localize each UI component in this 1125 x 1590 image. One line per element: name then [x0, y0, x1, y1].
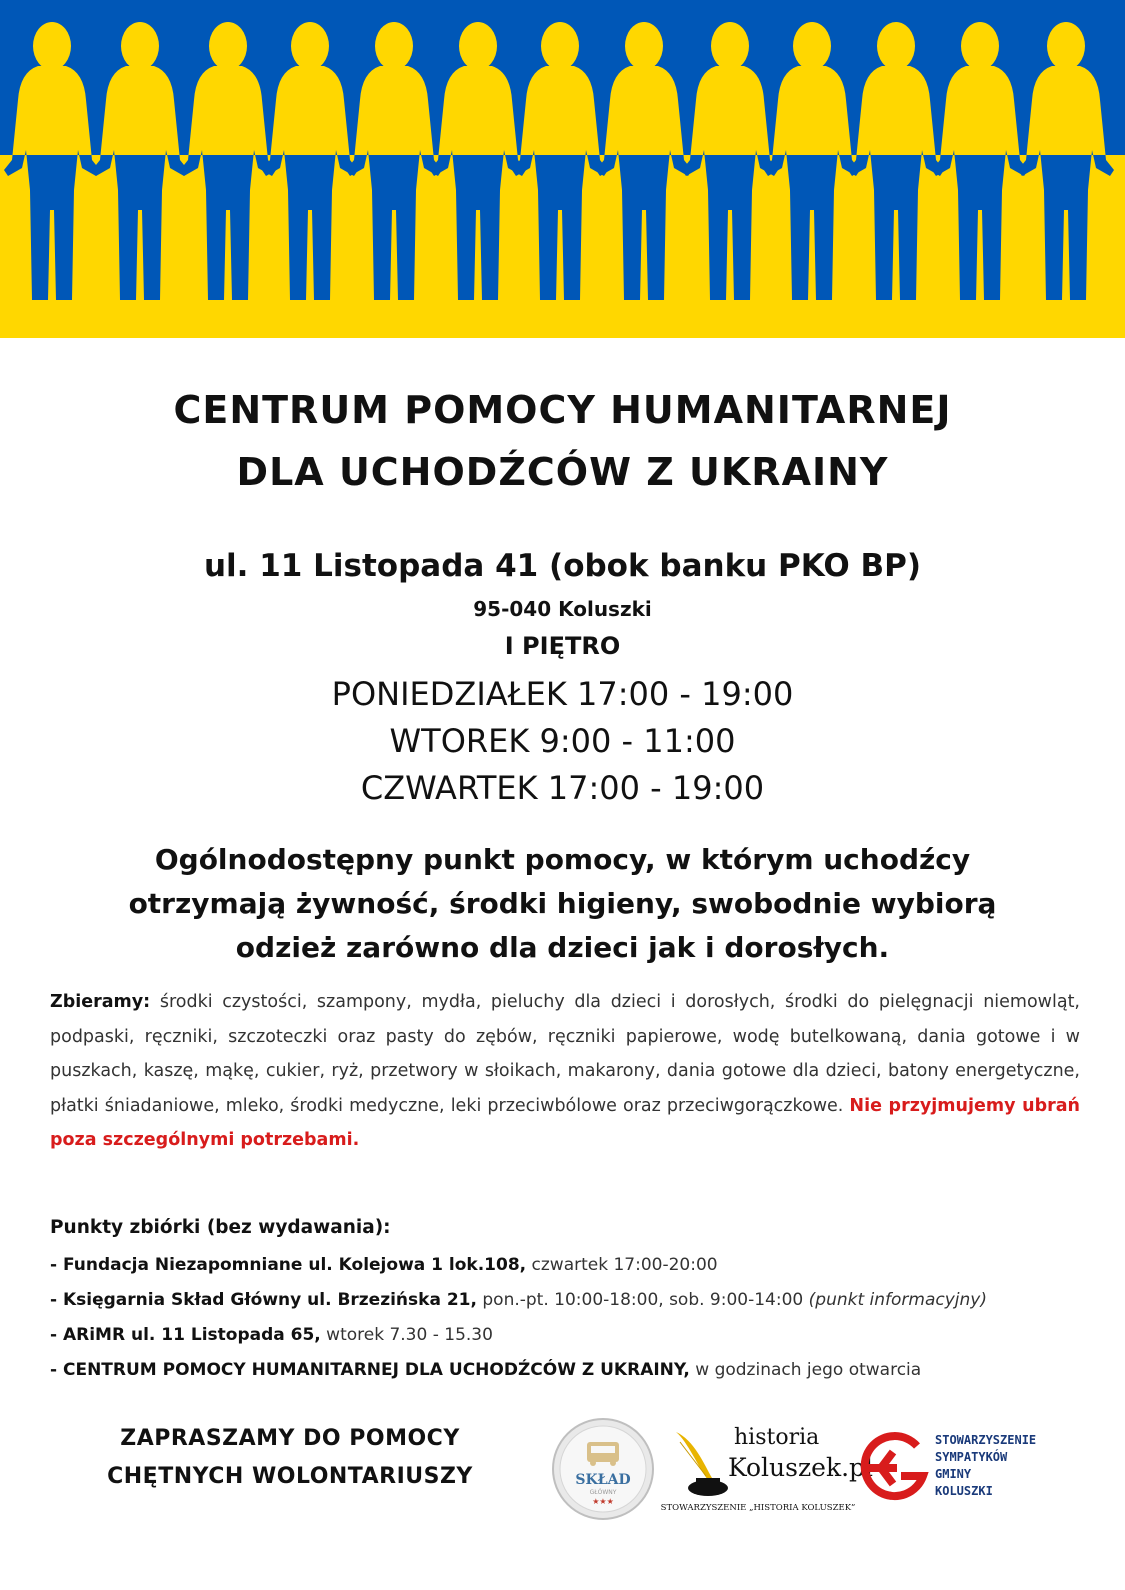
point-place: - ARiMR ul. 11 Listopada 65,: [50, 1325, 321, 1345]
stowarzyszenie-sympatykow-logo: [857, 1428, 1077, 1508]
collection-label: Zbieramy:: [50, 992, 151, 1012]
point-hours: pon.-pt. 10:00-18:00, sob. 9:00-14:00: [476, 1290, 809, 1310]
sk-monogram-icon: [865, 1436, 923, 1496]
hours-tuesday: WTOREK 9:00 - 11:00: [389, 722, 736, 760]
point-place: - Fundacja Niezapomniane ul. Kolejowa 1 lok.108,: [50, 1255, 527, 1275]
collection-list: [50, 985, 1080, 1158]
sklad-sub: GŁÓWNY: [589, 1489, 617, 1496]
sklad-name: SKŁAD: [575, 1472, 631, 1488]
hours-monday: PONIEDZIAŁEK 17:00 - 19:00: [331, 675, 794, 713]
collection-point: [50, 1360, 921, 1380]
historia-caption: STOWARZYSZENIE „HISTORIA KOLUSZEK”: [660, 1503, 856, 1513]
sk-line-4: KOLUSZKI: [935, 1484, 993, 1498]
sk-line-2: SYMPATYKÓW: [935, 1450, 1008, 1464]
koluszek-word: Koluszek.pl: [728, 1453, 874, 1482]
collection-point: [50, 1290, 987, 1310]
collection-point: [50, 1325, 493, 1345]
invite-line-2: CHĘTNYCH WOLONTARIUSZY: [107, 1464, 473, 1489]
address-street: ul. 11 Listopada 41 (obok banku PKO BP): [203, 548, 922, 584]
title-line-2: DLA UCHODŹCÓW Z UKRAINY: [236, 450, 889, 494]
point-place: - Księgarnia Skład Główny ul. Brzezińska 21,: [50, 1290, 477, 1310]
point-place: - CENTRUM POMOCY HUMANITARNEJ DLA UCHODŹCÓW Z UKRAINY,: [50, 1360, 690, 1380]
address-city: 95-040 Koluszki: [473, 597, 652, 621]
title-line-1: CENTRUM POMOCY HUMANITARNEJ: [173, 388, 952, 432]
invite-line-1: ZAPRASZAMY DO POMOCY: [120, 1426, 460, 1451]
historia-word: historia: [734, 1425, 820, 1450]
sk-line-3: GMINY: [935, 1467, 972, 1481]
volunteer-invite: [60, 1420, 520, 1496]
clothes-notice: Nie przyjmujemy ubrań poza szczególnymi potrzebami.: [50, 1095, 1080, 1150]
point-hours: wtorek 7.30 - 15.30: [320, 1325, 493, 1345]
collection-points-title: Punkty zbiórki (bez wydawania):: [50, 1217, 391, 1238]
hours-thursday: CZWARTEK 17:00 - 19:00: [360, 769, 765, 807]
quill-inkwell-icon: [676, 1432, 728, 1496]
point-note: (punkt informacyjny): [808, 1290, 987, 1310]
point-hours: czwartek 17:00-20:00: [526, 1255, 718, 1275]
address-floor: I PIĘTRO: [504, 632, 621, 660]
collection-point: [50, 1255, 718, 1275]
point-hours: w godzinach jego otwarcia: [689, 1360, 922, 1380]
collection-items: środki czystości, szampony, mydła, pieluchy dla dzieci i dorosłych, środki do pielęgnacji niemowląt, podpaski, ręczniki, szczoteczki oraz pasty do zębów, ręczniki papierowe, wodę butelkowaną, dania gotowe i w puszkach, kaszę, mąkę, cukier, ryż, przetwory w słoikach, makarony, dania gotowe dla dzieci, batony energetyczne, płatki śniadaniowe, mleko, środki medyczne, leki przeciwbólowe oraz przeciwgorączkowe.: [50, 992, 1080, 1116]
ukraine-people-banner: [0, 0, 1125, 338]
intro-paragraph: Ogólnodostępny punkt pomocy, w którym uchodźcy otrzymają żywność, środki higieny, swobodnie wybiorą odzież zarówno dla dzieci jak i dorosłych.: [128, 843, 997, 964]
historia-koluszek-logo: [660, 1412, 874, 1522]
sklad-glowny-logo: [551, 1417, 655, 1521]
stars-icon: ★★★: [592, 1497, 614, 1506]
sk-line-1: STOWARZYSZENIE: [935, 1433, 1037, 1447]
